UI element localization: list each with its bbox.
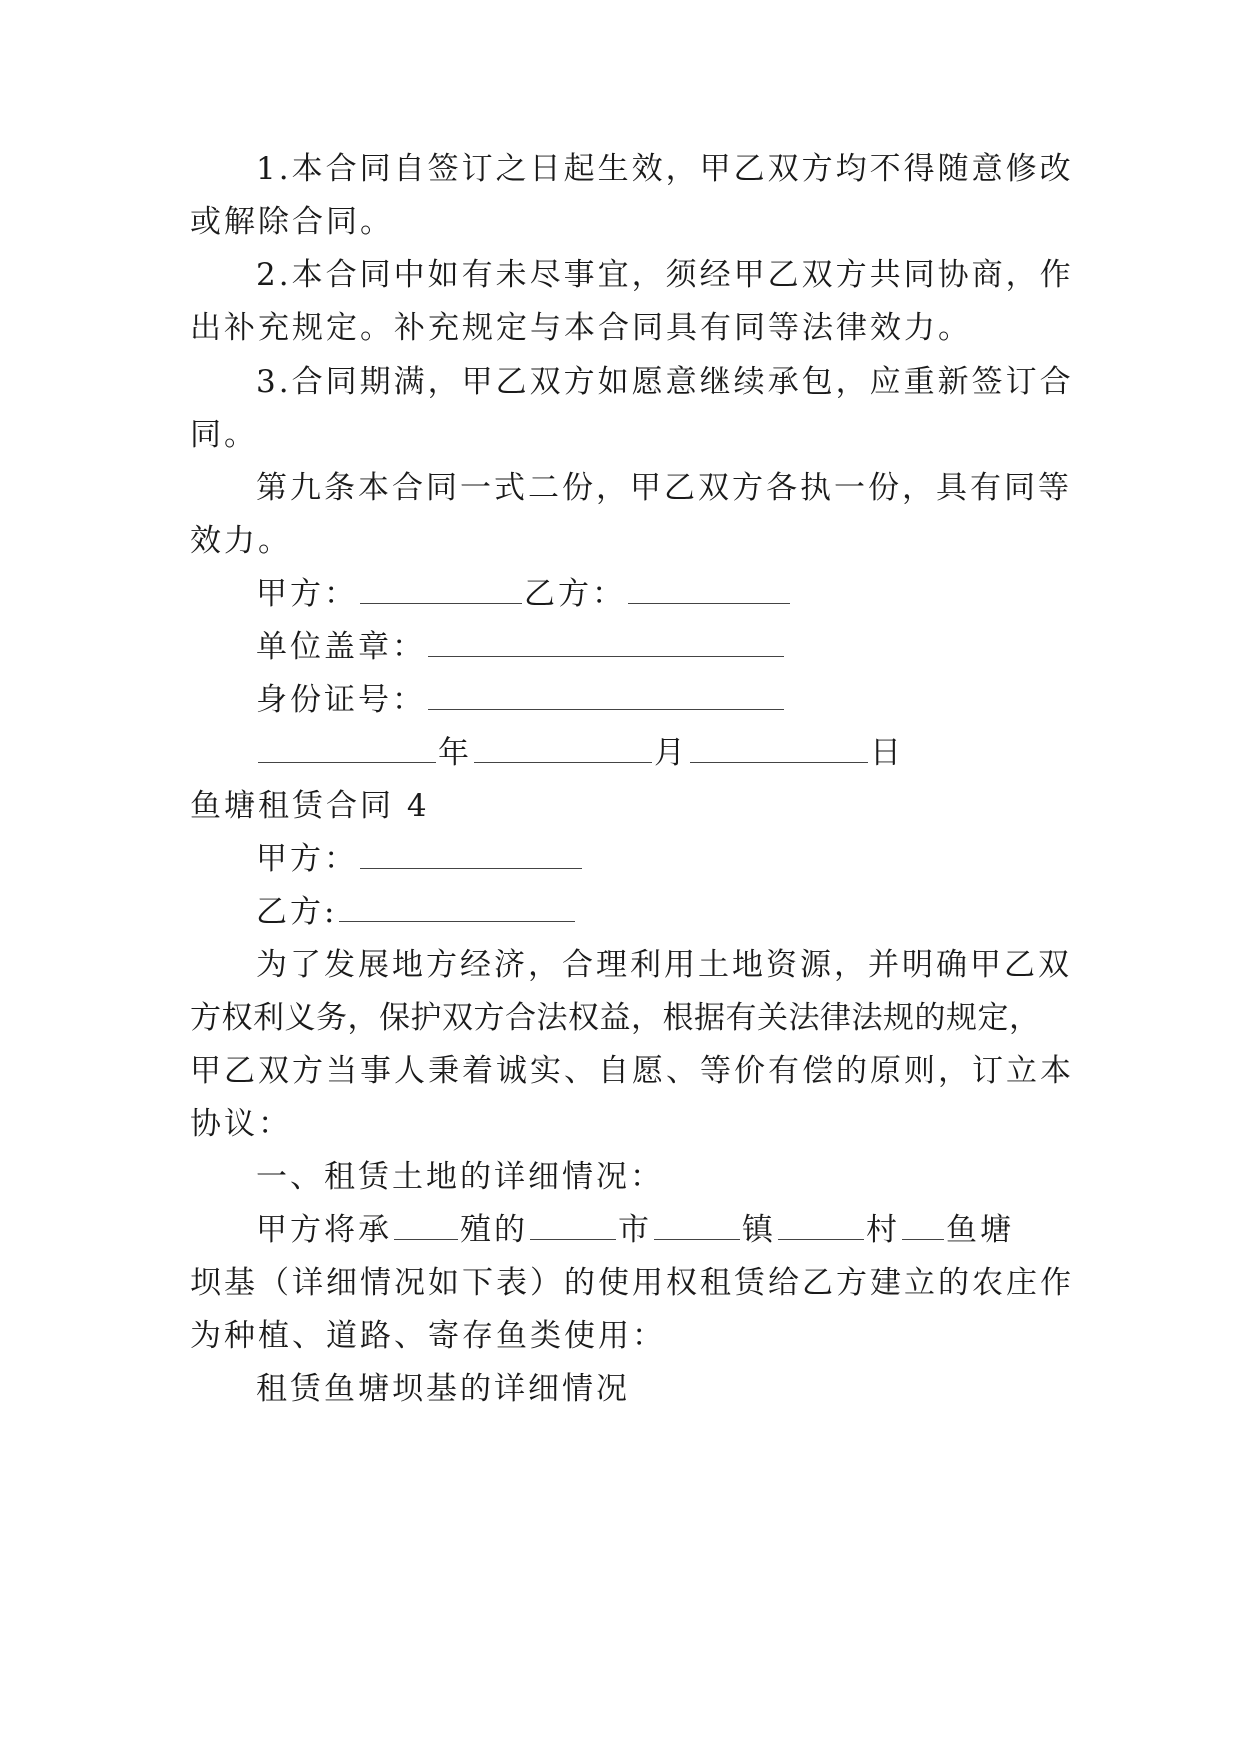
contract-4-party-a-label: 甲方： bbox=[256, 841, 358, 877]
article-9-line-1: 第九条本合同一式二份，甲乙双方各执一份，具有同等 bbox=[256, 470, 1072, 506]
clause-2-line-2: 出补充规定。补充规定与本合同具有同等法律效力。 bbox=[190, 310, 972, 346]
party-b-blank bbox=[628, 577, 790, 604]
contract-4-party-b-blank bbox=[339, 895, 575, 922]
section-1-title: 一、租赁土地的详细情况： bbox=[256, 1159, 664, 1195]
town-blank bbox=[654, 1213, 740, 1240]
seal-label: 单位盖章： bbox=[256, 629, 426, 665]
party-b-label: 乙方： bbox=[524, 576, 626, 612]
blank-1 bbox=[394, 1213, 458, 1240]
month-label: 月 bbox=[654, 735, 688, 771]
clause-1-line-1: 1.本合同自签订之日起生效，甲乙双方均不得随意修改 bbox=[256, 151, 1074, 187]
id-blank bbox=[428, 683, 784, 710]
contract-4-party-a-line bbox=[256, 829, 1116, 889]
clause-3-line-1: 3.合同期满，甲乙双方如愿意继续承包，应重新签订合 bbox=[256, 364, 1074, 400]
year-label: 年 bbox=[438, 735, 472, 771]
contract-4-title: 鱼塘租赁合同 4 bbox=[190, 788, 430, 824]
clause-1-line-2: 或解除合同。 bbox=[190, 204, 394, 240]
year-blank bbox=[258, 736, 436, 763]
fish-pond-label: 鱼塘 bbox=[946, 1212, 1014, 1248]
intro-line-1: 为了发展地方经济，合理利用土地资源，并明确甲乙双 bbox=[256, 947, 1072, 983]
pond-blank bbox=[902, 1213, 944, 1240]
seal-blank bbox=[428, 630, 784, 657]
lessor-text: 甲方将承 bbox=[256, 1212, 392, 1248]
farming-text: 殖的 bbox=[460, 1212, 528, 1248]
section-1-line-1 bbox=[256, 1200, 1116, 1260]
section-1-line-3: 为种植、道路、寄存鱼类使用： bbox=[190, 1318, 666, 1354]
party-a-blank bbox=[360, 577, 522, 604]
party-a-label: 甲方： bbox=[256, 576, 358, 612]
table-caption: 租赁鱼塘坝基的详细情况 bbox=[256, 1371, 630, 1407]
id-number-line bbox=[256, 670, 1116, 730]
intro-line-2: 方权利义务，保护双方合法权益，根据有关法律法规的规定， bbox=[190, 1000, 1041, 1036]
article-9-line-2: 效力。 bbox=[190, 523, 292, 559]
day-label: 日 bbox=[870, 735, 904, 771]
village-blank bbox=[778, 1213, 864, 1240]
month-blank bbox=[474, 736, 652, 763]
city-label: 市 bbox=[618, 1212, 652, 1248]
contract-4-party-b-label: 乙方: bbox=[256, 894, 338, 930]
clause-3-line-2: 同。 bbox=[190, 417, 258, 453]
section-1-line-2: 坝基（详细情况如下表）的使用权租赁给乙方建立的农庄作 bbox=[190, 1265, 1074, 1301]
clause-2-line-1: 2.本合同中如有未尽事宜，须经甲乙双方共同协商，作 bbox=[256, 257, 1074, 293]
village-label: 村 bbox=[866, 1212, 900, 1248]
contract-4-party-b-line bbox=[256, 882, 1116, 942]
town-label: 镇 bbox=[742, 1212, 776, 1248]
seal-line bbox=[256, 617, 1116, 677]
signature-parties-line bbox=[256, 564, 1116, 624]
date-line bbox=[256, 723, 1116, 783]
intro-line-3: 甲乙双方当事人秉着诚实、自愿、等价有偿的原则，订立本 bbox=[190, 1053, 1074, 1089]
day-blank bbox=[690, 736, 868, 763]
id-label: 身份证号： bbox=[256, 682, 426, 718]
contract-4-party-a-blank bbox=[360, 842, 582, 869]
intro-line-4: 协议： bbox=[190, 1106, 292, 1142]
city-blank bbox=[530, 1213, 616, 1240]
